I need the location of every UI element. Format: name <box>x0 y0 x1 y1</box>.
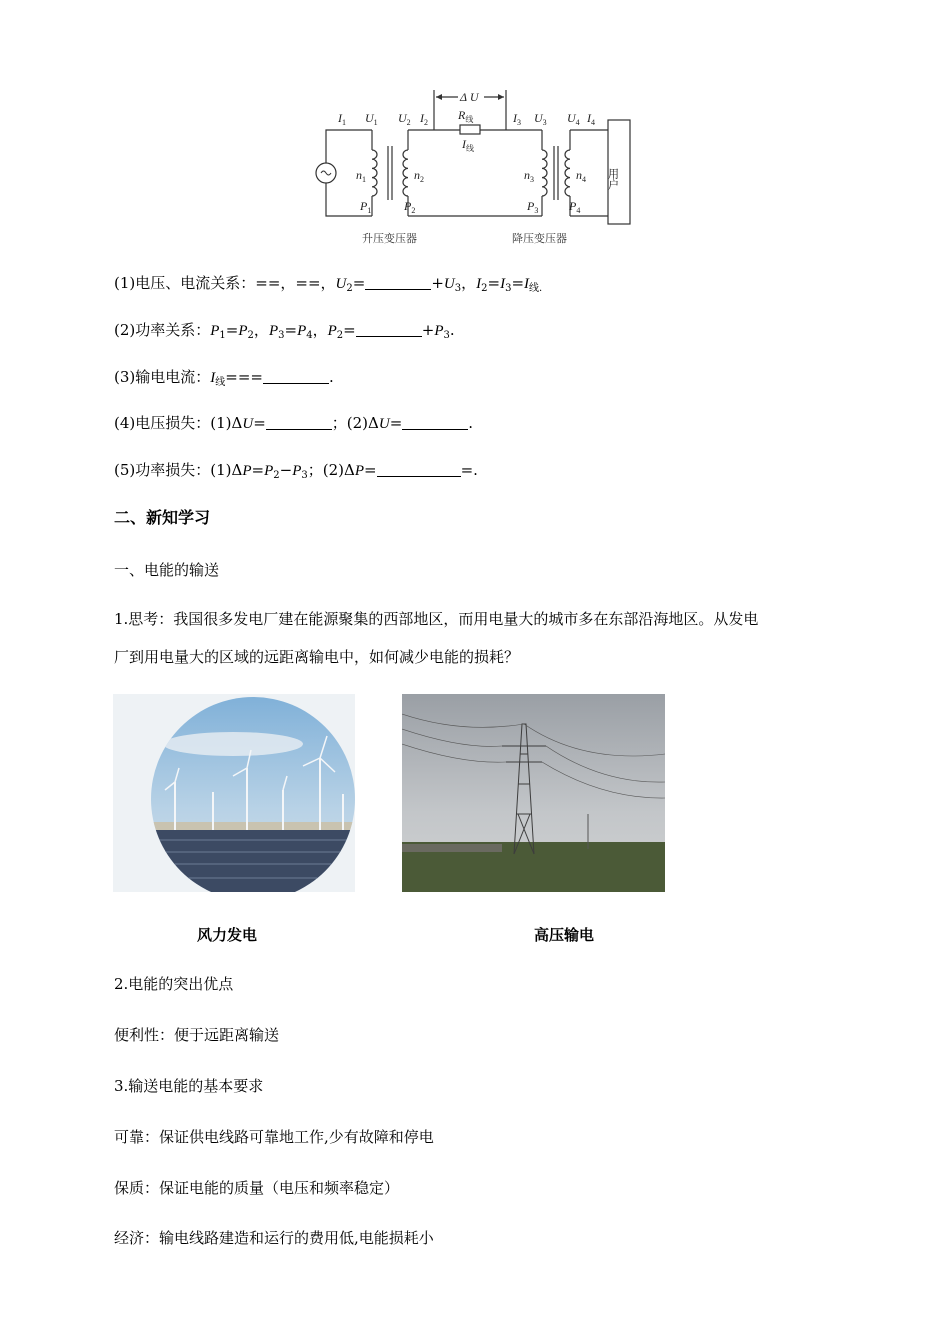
item1-eq: = <box>352 274 366 292</box>
item1-i3-sub: 3 <box>505 283 512 294</box>
item2-p3-sub: 3 <box>278 330 285 341</box>
n2-label: n <box>414 168 420 182</box>
item2-p3: P <box>268 323 279 339</box>
p3-label: P <box>527 199 535 213</box>
n1-label: n <box>356 168 362 182</box>
svg-text:R线 <box>457 108 473 124</box>
item4-u2: U <box>378 416 390 432</box>
svg-text:n2 <box>414 168 424 184</box>
p2-label: P <box>404 199 412 213</box>
item1-iline: I <box>524 276 530 292</box>
item5-p: P <box>242 463 252 479</box>
item4-text: (4)电压损失：(1)Δ <box>114 414 243 432</box>
p4-label: P <box>569 199 577 213</box>
item2-p3b: P <box>434 323 444 339</box>
advantage-title: 2.电能的突出优点 <box>114 975 234 993</box>
step-up-label: 升压变压器 <box>362 232 417 245</box>
u4-sub: 4 <box>575 118 580 127</box>
delta-u-label: Δ U <box>460 90 479 104</box>
item2-p2: P <box>238 323 248 339</box>
item4-sep: ；(2)Δ <box>331 414 379 432</box>
i-line-label: I <box>462 137 466 151</box>
n2-sub: 2 <box>420 175 424 184</box>
i1-sub: 1 <box>342 118 346 127</box>
n4-label: n <box>576 168 582 182</box>
u4-label: U <box>567 111 576 125</box>
svg-text:I2 <box>419 111 428 127</box>
p2-sub: 2 <box>411 206 416 215</box>
svg-text:n3 <box>524 168 534 184</box>
item2-p4-sub: 4 <box>306 330 313 341</box>
svg-text:U1 <box>365 111 378 127</box>
r-line-label: R <box>458 108 466 122</box>
item1-u3: U <box>443 276 455 292</box>
item1-iline-sub: 线. <box>529 283 543 294</box>
item1-u3-sub: 3 <box>454 283 462 294</box>
item1-plus: + <box>431 274 444 292</box>
item1-comma: ， <box>461 274 477 292</box>
requirement-quality: 保质：保证电能的质量（电压和频率稳定） <box>114 1179 400 1197</box>
blank-3[interactable] <box>263 369 329 384</box>
section-heading: 二、新知学习 <box>114 508 211 527</box>
item1-eq2: = <box>487 274 501 292</box>
item-voltage-loss <box>114 413 473 434</box>
item2-end: . <box>449 321 455 339</box>
item1-eq3: = <box>511 274 525 292</box>
item2-p2-sub: 2 <box>247 330 254 341</box>
item-power-loss <box>114 460 478 486</box>
svg-text:U3 <box>534 111 547 127</box>
svg-text:I1 <box>337 111 346 127</box>
item5-sep: ；(2)Δ <box>307 461 355 479</box>
i3-label: I <box>513 111 517 125</box>
requirements-title: 3.输送电能的基本要求 <box>114 1077 264 1095</box>
advantage-body: 便利性：便于远距离输送 <box>114 1026 280 1044</box>
svg-text:P4 <box>568 199 580 215</box>
u1-sub: 1 <box>373 118 378 127</box>
item1-i2-sub: 2 <box>481 283 488 294</box>
item-voltage-current <box>114 273 542 299</box>
item1-i2: I <box>476 276 482 292</box>
item2-eq1: = <box>225 321 239 339</box>
svg-text:I4 <box>586 111 595 127</box>
i-line-sub: 线 <box>466 144 474 153</box>
caption-high-voltage: 高压输电 <box>534 926 595 944</box>
step-down-label: 降压变压器 <box>512 232 567 245</box>
item5-p2-sub: 2 <box>273 470 280 481</box>
n3-label: n <box>524 168 530 182</box>
blank-4[interactable] <box>266 415 332 430</box>
item2-text: (2)功率关系： <box>114 321 211 339</box>
item1-text: (1)电压、电流关系：==，==， <box>114 274 336 292</box>
u2-sub: 2 <box>406 118 411 127</box>
item5-p2: P <box>264 463 274 479</box>
item3-i: I <box>210 370 216 386</box>
n3-sub: 3 <box>530 175 534 184</box>
item3-text: (3)输电电流： <box>114 368 211 386</box>
item4-end: . <box>468 414 474 432</box>
wind-power-photo <box>113 694 355 892</box>
item4-u1: U <box>242 416 254 432</box>
i1-label: I <box>338 111 342 125</box>
n4-sub: 4 <box>582 175 586 184</box>
subsection-heading: 一、电能的输送 <box>114 561 220 579</box>
blank-1[interactable] <box>365 275 431 290</box>
i2-label: I <box>420 111 424 125</box>
item1-u2: U <box>335 276 347 292</box>
svg-text:n4 <box>576 168 586 184</box>
svg-text:U4 <box>567 111 580 127</box>
requirement-economy: 经济：输电线路建造和运行的费用低,电能损耗小 <box>114 1229 434 1247</box>
i4-label: I <box>587 111 591 125</box>
item2-p4: P <box>297 323 307 339</box>
item3-end: . <box>328 368 334 386</box>
svg-text:P3 <box>526 199 538 215</box>
item2-p1-sub: 1 <box>219 330 226 341</box>
item5-minus: − <box>279 461 293 479</box>
item-power <box>114 320 455 346</box>
i2-sub: 2 <box>424 118 428 127</box>
item2-comma1: ， <box>253 321 269 339</box>
item2-p3b-sub: 3 <box>443 330 450 341</box>
item4-eq2: = <box>389 414 403 432</box>
item2-p1: P <box>210 323 220 339</box>
svg-text:n1 <box>356 168 366 184</box>
p3-sub: 3 <box>534 206 539 215</box>
item5-p3: P <box>292 463 302 479</box>
high-voltage-photo <box>402 694 665 892</box>
p4-sub: 4 <box>576 206 581 215</box>
item5-pb: P <box>354 463 365 479</box>
caption-wind-power: 风力发电 <box>197 926 258 944</box>
think-line-2: 厂到用电量大的区域的远距离输电中，如何减少电能的损耗？ <box>114 648 520 666</box>
think-line-1: 1.思考：我国很多发电厂建在能源聚集的西部地区，而用电量大的城市多在东部沿海地区。从发电 <box>114 610 759 628</box>
item-current <box>114 367 334 393</box>
r-line-sub: 线 <box>465 115 474 124</box>
item5-text: (5)功率损失：(1)Δ <box>114 461 243 479</box>
blank-2[interactable] <box>356 322 422 337</box>
transmission-circuit-diagram <box>312 84 642 252</box>
u2-label: U <box>398 111 407 125</box>
i4-sub: 4 <box>591 118 595 127</box>
user-label: 用户 <box>606 168 620 190</box>
p1-label: P <box>360 199 368 213</box>
item4-eq1: = <box>253 414 266 432</box>
svg-text:P2 <box>403 199 415 215</box>
item2-comma2: ， <box>312 321 328 339</box>
i3-sub: 3 <box>517 118 521 127</box>
item2-eq2: = <box>284 321 298 339</box>
item1-i3: I <box>500 276 506 292</box>
p1-sub: 1 <box>367 206 372 215</box>
u3-sub: 3 <box>542 118 547 127</box>
item2-eq3: = <box>343 321 356 339</box>
svg-text:I3 <box>512 111 521 127</box>
blank-6[interactable] <box>377 462 461 477</box>
svg-text:I线 <box>461 137 474 153</box>
item1-u2-sub: 2 <box>346 283 353 294</box>
item2-p2b: P <box>327 323 337 339</box>
item3-eq: === <box>225 368 263 386</box>
requirement-reliable: 可靠：保证供电线路可靠地工作,少有故障和停电 <box>114 1128 434 1146</box>
svg-text:P1 <box>359 199 371 215</box>
item2-p2b-sub: 2 <box>336 330 344 341</box>
n1-sub: 1 <box>362 175 366 184</box>
item5-p3-sub: 3 <box>301 470 308 481</box>
item5-eq2: = <box>364 461 377 479</box>
item5-end: =. <box>460 461 478 479</box>
item5-eq1: = <box>251 461 265 479</box>
u3-label: U <box>534 111 543 125</box>
item3-sub: 线 <box>215 377 226 388</box>
blank-5[interactable] <box>402 415 468 430</box>
svg-text:U2 <box>398 111 411 127</box>
u1-label: U <box>365 111 374 125</box>
item2-plus: + <box>421 321 435 339</box>
